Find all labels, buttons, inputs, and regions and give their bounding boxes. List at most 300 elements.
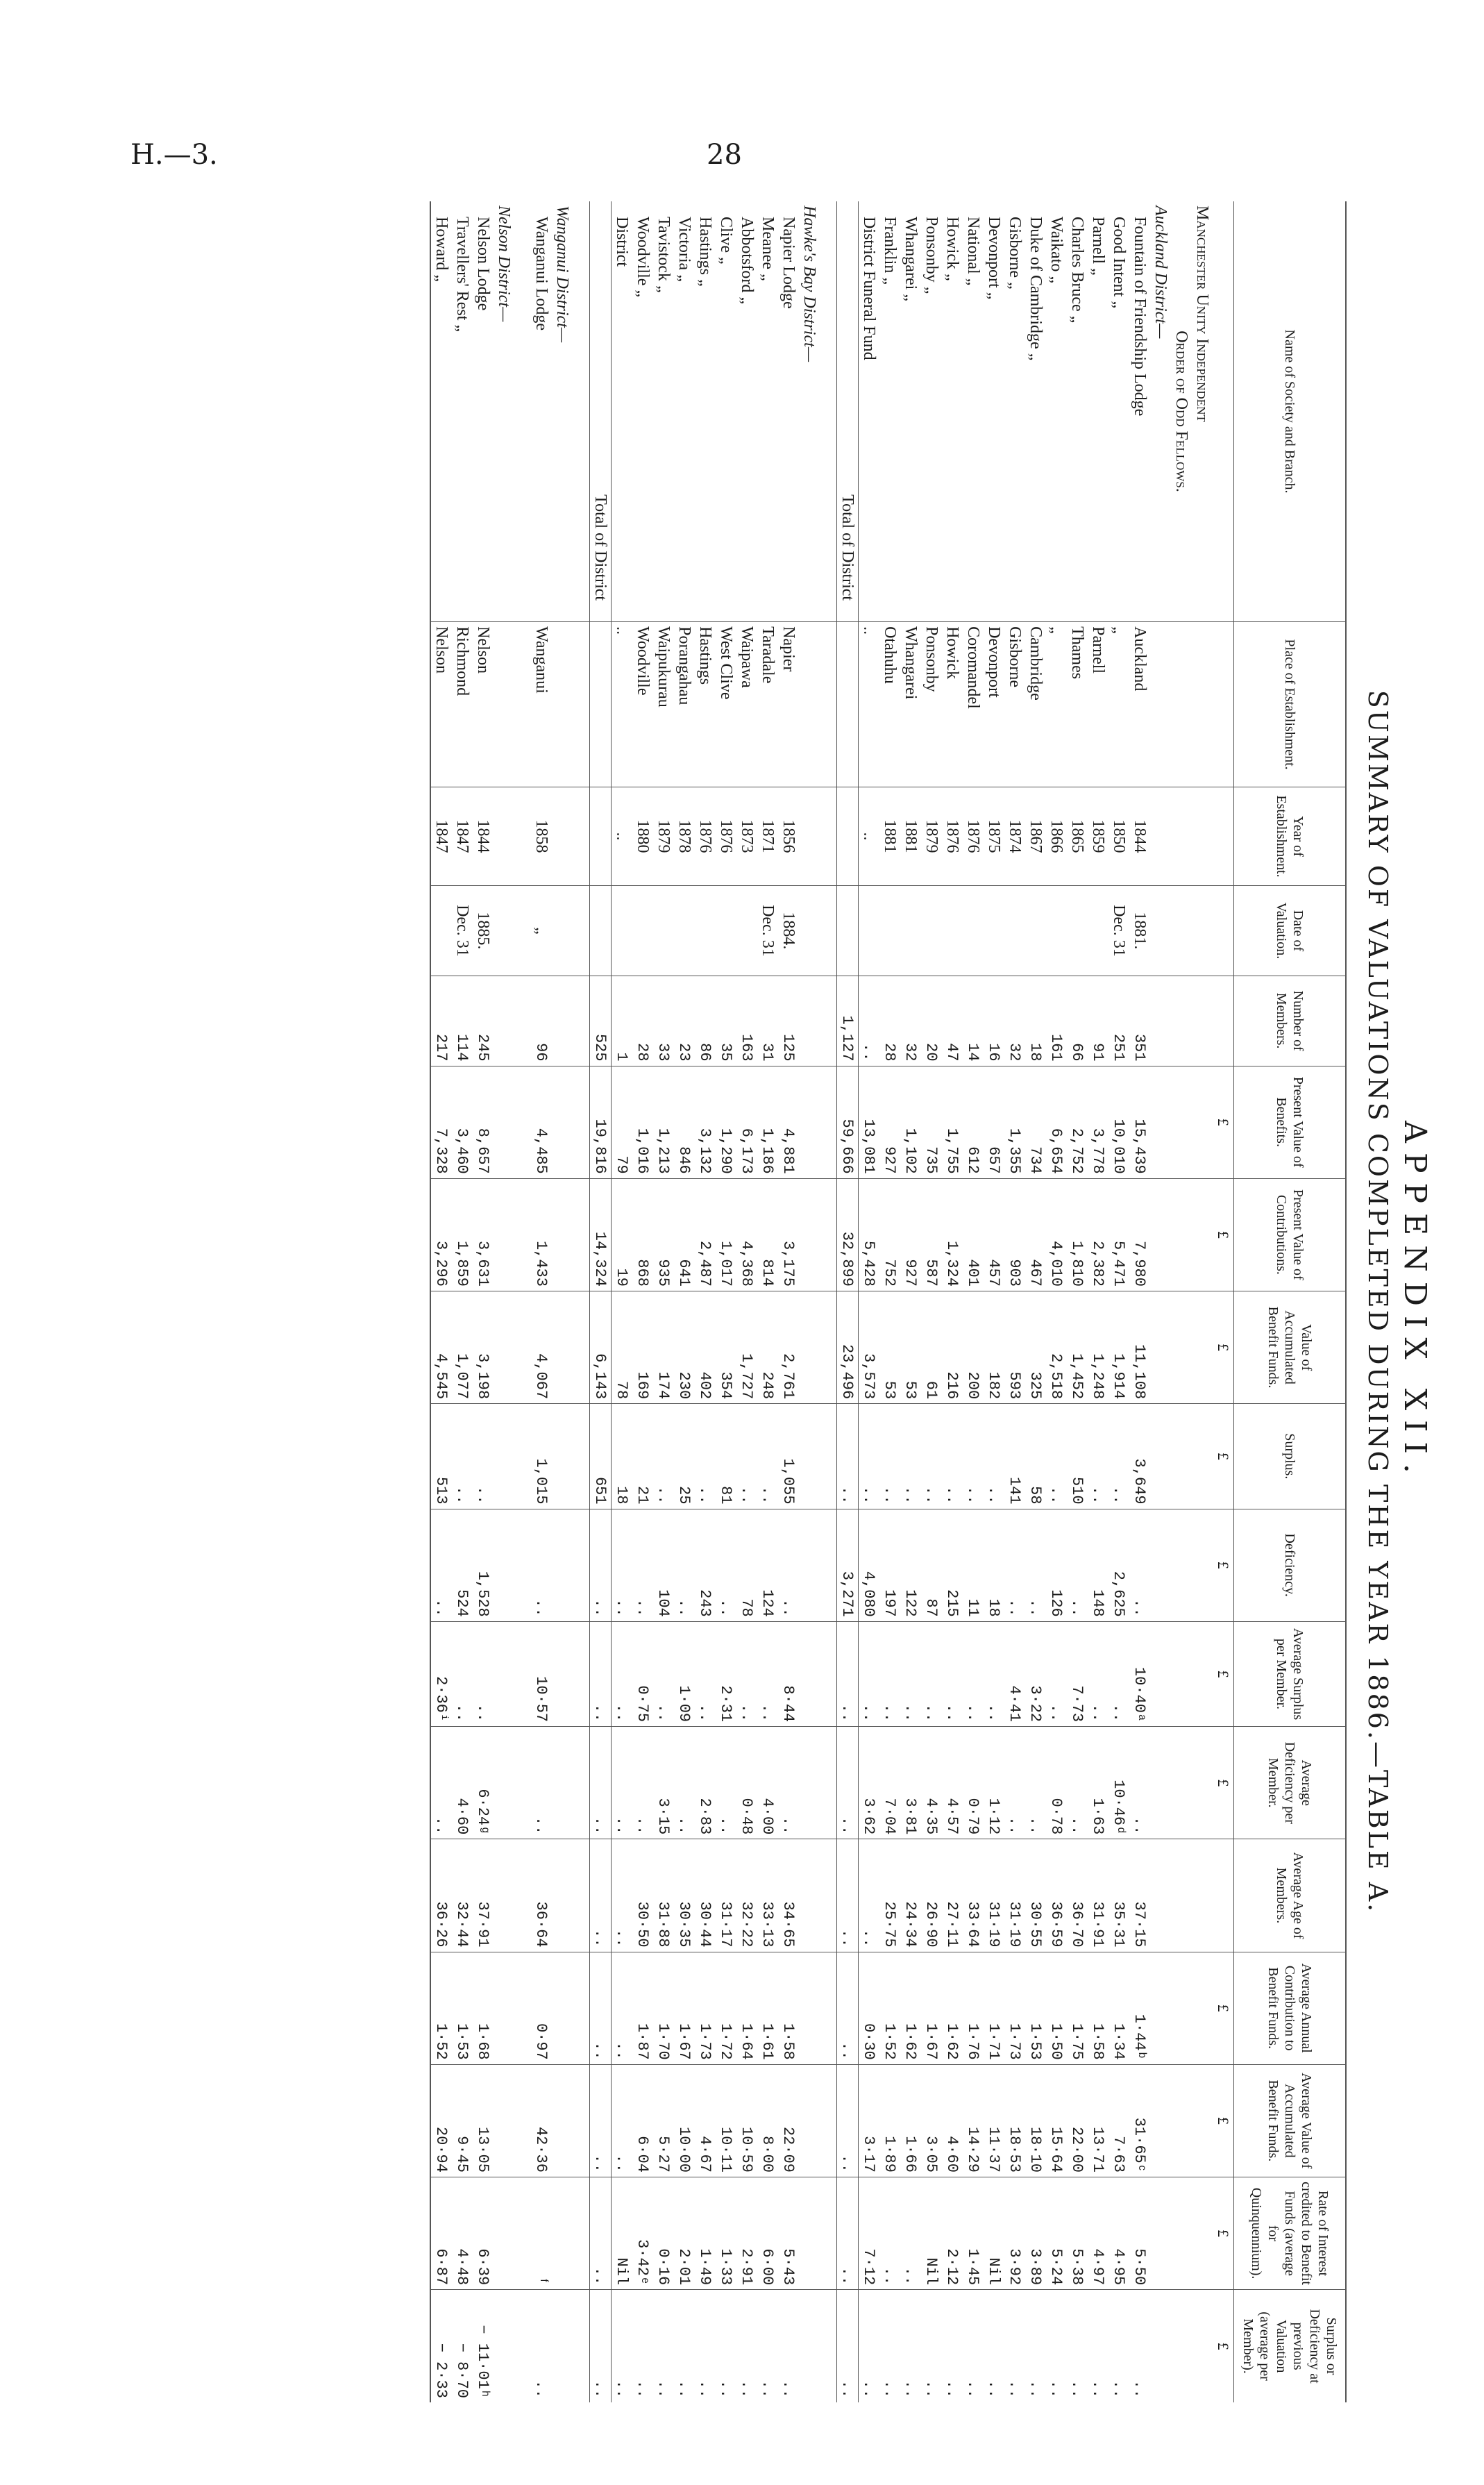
- table-cell: [799, 2064, 820, 2177]
- table-row: [736, 201, 757, 2402]
- table-cell: [799, 1727, 820, 1839]
- table-cell: 467: [1025, 1178, 1046, 1291]
- table-row: [674, 201, 695, 2402]
- table-cell: 7,328: [430, 1066, 452, 1178]
- table-cell: 1·58: [778, 1952, 799, 2064]
- table-cell: ..: [879, 2177, 900, 2289]
- table-cell: ..: [859, 1404, 880, 1509]
- table-cell: 163: [736, 976, 757, 1066]
- table-cell: ..: [837, 1727, 859, 1839]
- table-cell: [552, 2290, 573, 2402]
- table-cell: [820, 2064, 837, 2177]
- table-cell: 114: [452, 976, 473, 1066]
- table-cell: 197: [879, 1509, 900, 1621]
- table-cell: 28: [879, 976, 900, 1066]
- table-cell: 4·60: [452, 1727, 473, 1839]
- table-cell: 248: [757, 1291, 778, 1403]
- column-header: Average Age of Members.: [1234, 1839, 1347, 1952]
- place-cell: Thames: [1067, 622, 1088, 787]
- table-cell: 124: [757, 1509, 778, 1621]
- table-cell: ..: [653, 1404, 674, 1509]
- table-cell: 14·29: [963, 2064, 984, 2177]
- branch-name-cell: Manchester Unity Independent: [1192, 201, 1213, 622]
- table-cell: 1·45: [963, 2177, 984, 2289]
- table-cell: [1150, 1952, 1171, 2064]
- branch-name-cell: [573, 201, 590, 622]
- table-cell: ..: [613, 2379, 631, 2398]
- table-cell: 3,778: [1088, 1066, 1108, 1178]
- table-cell: 1866: [1046, 787, 1067, 886]
- table-cell: [514, 1727, 531, 1839]
- table-cell: 8·00: [757, 2064, 778, 2177]
- table-cell: 1: [612, 976, 633, 1066]
- branch-name-cell: Total of District: [590, 201, 612, 622]
- place-cell: [1171, 622, 1192, 787]
- table-cell: 10·57: [531, 1621, 552, 1726]
- table-cell: 5·24: [1046, 2177, 1067, 2289]
- table-cell: ..: [1089, 2379, 1107, 2398]
- place-cell: [573, 622, 590, 787]
- table-cell: ..: [452, 1404, 473, 1509]
- table-cell: 1847: [452, 787, 473, 886]
- table-cell: ..: [779, 2379, 798, 2398]
- table-cell: ..: [612, 1952, 633, 2064]
- table-cell: 25·75: [879, 1839, 900, 1952]
- table-cell: 4·48: [452, 2177, 473, 2289]
- table-cell: 1,433: [531, 1178, 552, 1291]
- branch-name-cell: Auckland District—: [1150, 201, 1171, 622]
- table-cell: [494, 1291, 514, 1403]
- table-cell: 4,485: [531, 1066, 552, 1178]
- table-cell: 36·64: [531, 1839, 552, 1952]
- table-cell: [799, 787, 820, 886]
- table-cell: 47: [942, 976, 963, 1066]
- table-cell: [799, 1839, 820, 1952]
- place-cell: Devonport: [984, 622, 1004, 787]
- table-row: [716, 201, 736, 2402]
- table-cell: 245: [473, 976, 494, 1066]
- table-cell: 3,271: [837, 1509, 859, 1621]
- table-cell: 1879: [921, 787, 942, 886]
- table-cell: ..: [632, 1509, 653, 1621]
- place-cell: „: [1046, 622, 1067, 787]
- table-cell: 32: [1004, 976, 1025, 1066]
- table-row: [430, 201, 452, 2402]
- table-cell: 846: [674, 1066, 695, 1178]
- table-cell: 2,761: [778, 1291, 799, 1403]
- table-cell: 1·66: [900, 2064, 921, 2177]
- table-cell: [1171, 2064, 1192, 2177]
- table-cell: [1192, 1727, 1213, 1839]
- table-cell: 1·68: [473, 1952, 494, 2064]
- table-cell: [514, 1839, 531, 1952]
- table-cell: 513: [430, 1404, 452, 1509]
- table-cell: 2·36ⁱ: [430, 1621, 452, 1726]
- table-cell: 1·89: [879, 2064, 900, 2177]
- place-cell: Parnell: [1088, 622, 1108, 787]
- table-cell: 169: [632, 1291, 653, 1403]
- table-cell: 510: [1067, 1404, 1088, 1509]
- table-cell: 1·67: [921, 1952, 942, 2064]
- table-row: [778, 201, 799, 2402]
- table-cell: ..: [674, 1727, 695, 1839]
- table-cell: 7·63: [1108, 2064, 1129, 2177]
- table-cell: [494, 1952, 514, 2064]
- place-cell: Waipukurau: [653, 622, 674, 787]
- table-cell: [653, 886, 674, 976]
- table-cell: 0·97: [531, 1952, 552, 2064]
- column-header: Number of Members.: [1234, 976, 1347, 1066]
- table-cell: ..: [859, 1621, 880, 1726]
- table-cell: 814: [757, 1178, 778, 1291]
- table-cell: [1192, 1952, 1213, 2064]
- table-cell: [799, 1621, 820, 1726]
- table-cell: [1171, 1066, 1192, 1178]
- branch-name-cell: Woodville „: [632, 201, 653, 622]
- table-cell: 14: [963, 976, 984, 1066]
- table-cell: [1088, 886, 1108, 976]
- table-cell: ..: [590, 1839, 612, 1952]
- place-cell: ..: [612, 622, 633, 787]
- table-cell: ..: [942, 1621, 963, 1726]
- table-cell: [552, 2064, 573, 2177]
- table-cell: 4,067: [531, 1291, 552, 1403]
- table-cell: 325: [1025, 1291, 1046, 1403]
- table-cell: ..: [590, 1727, 612, 1839]
- table-cell: ..: [860, 2379, 878, 2398]
- table-cell: [573, 1178, 590, 1291]
- table-cell: 18: [1025, 976, 1046, 1066]
- table-cell: [900, 886, 921, 976]
- table-cell: 457: [984, 1178, 1004, 1291]
- table-cell: ..: [921, 1621, 942, 1726]
- table-row: [1046, 201, 1067, 2402]
- branch-name-cell: Clive „: [716, 201, 736, 622]
- table-cell: ..: [655, 2379, 673, 2398]
- table-cell: [837, 787, 859, 886]
- table-cell: 10·46ᵈ: [1108, 1727, 1129, 1839]
- table-cell: 27·11: [942, 1839, 963, 1952]
- table-cell: 126: [1046, 1509, 1067, 1621]
- table-cell: ..: [612, 787, 633, 886]
- table-cell: ..: [696, 2379, 714, 2398]
- table-cell: [1192, 886, 1213, 976]
- table-cell: 1,914: [1108, 1291, 1129, 1403]
- table-cell: ..: [612, 1727, 633, 1839]
- table-cell: 28: [632, 976, 653, 1066]
- table-cell: 19: [612, 1178, 633, 1291]
- table-cell: [1192, 2064, 1213, 2177]
- table-cell: 3,631: [473, 1178, 494, 1291]
- table-cell: [552, 1727, 573, 1839]
- table-cell: [514, 1952, 531, 2064]
- table-cell: ..: [653, 1621, 674, 1726]
- table-cell: 0·75: [632, 1621, 653, 1726]
- table-cell: 61: [921, 1291, 942, 1403]
- place-cell: ..: [859, 622, 880, 787]
- branch-name-cell: Nelson Lodge: [473, 201, 494, 622]
- table-cell: ..: [984, 1621, 1004, 1726]
- table-cell: 1,810: [1067, 1178, 1088, 1291]
- table-cell: ..: [590, 2064, 612, 2177]
- table-cell: 1·50: [1046, 1952, 1067, 2064]
- table-cell: [1192, 1839, 1213, 1952]
- table-cell: [573, 976, 590, 1066]
- table-cell: 14,324: [590, 1178, 612, 1291]
- currency-cell: £: [1213, 1178, 1234, 1291]
- table-cell: 215: [942, 1509, 963, 1621]
- table-cell: [820, 1727, 837, 1839]
- table-row: [879, 201, 900, 2402]
- branch-name-cell: District: [612, 201, 633, 622]
- table-cell: [820, 1621, 837, 1726]
- table-row: [632, 201, 653, 2402]
- place-cell: Coromandel: [963, 622, 984, 787]
- branch-name-cell: [514, 201, 531, 622]
- place-cell: Wanganui: [531, 622, 552, 787]
- table-cell: [1171, 1509, 1192, 1621]
- table-cell: 2,487: [695, 1178, 716, 1291]
- table-cell: [963, 886, 984, 976]
- column-header: Name of Society and Branch.: [1234, 201, 1347, 622]
- table-cell: [552, 886, 573, 976]
- table-cell: − 8·70: [453, 2343, 471, 2398]
- table-cell: 4·67: [695, 2064, 716, 2177]
- table-cell: „: [531, 886, 552, 976]
- table-cell: ..: [612, 1621, 633, 1726]
- table-cell: 4·57: [942, 1727, 963, 1839]
- table-row: [942, 201, 963, 2402]
- place-cell: [590, 622, 612, 787]
- place-cell: Richmond: [452, 622, 473, 787]
- table-cell: 10,010: [1108, 1066, 1129, 1178]
- table-cell: 2·91: [736, 2177, 757, 2289]
- branch-name-cell: Napier Lodge: [778, 201, 799, 622]
- table-cell: 10·40ᵃ: [1129, 1621, 1150, 1726]
- table-cell: 53: [900, 1291, 921, 1403]
- table-cell: 1,528: [473, 1509, 494, 1621]
- table-cell: ..: [531, 1727, 552, 1839]
- table-body: [430, 201, 1234, 2402]
- table-cell: 1,055: [778, 1404, 799, 1509]
- table-cell: ..: [612, 1509, 633, 1621]
- table-cell: ..: [695, 1621, 716, 1726]
- table-cell: 16: [984, 976, 1004, 1066]
- table-cell: ..: [473, 1621, 494, 1726]
- table-cell: 1,859: [452, 1178, 473, 1291]
- table-cell: 1844: [473, 787, 494, 886]
- table-cell: [573, 1952, 590, 2064]
- table-cell: [430, 886, 452, 976]
- table-cell: 1·76: [963, 1952, 984, 2064]
- branch-name-cell: Abbotsford „: [736, 201, 757, 622]
- table-row: [859, 201, 880, 2402]
- table-cell: [820, 1291, 837, 1403]
- table-cell: 5·43: [778, 2177, 799, 2289]
- table-cell: [494, 787, 514, 886]
- table-cell: 32: [900, 976, 921, 1066]
- table-cell: 1,213: [653, 1066, 674, 1178]
- branch-name-cell: Hawke's Bay District—: [799, 201, 820, 622]
- table-row: [1129, 201, 1150, 2402]
- table-cell: ..: [859, 976, 880, 1066]
- place-cell: „: [1108, 622, 1129, 787]
- currency-cell: £: [1213, 2064, 1234, 2177]
- table-cell: 6,654: [1046, 1066, 1067, 1178]
- table-cell: 23,496: [837, 1291, 859, 1403]
- table-cell: [1171, 886, 1192, 976]
- table-cell: [1150, 1727, 1171, 1839]
- table-cell: − 11·01ʰ: [474, 2325, 492, 2398]
- table-cell: [1150, 1509, 1171, 1621]
- table-cell: 4,881: [778, 1066, 799, 1178]
- table-cell: 148: [1088, 1509, 1108, 1621]
- table-cell: 30·35: [674, 1839, 695, 1952]
- branch-name-cell: Parnell „: [1088, 201, 1108, 622]
- table-cell: 3·81: [900, 1727, 921, 1839]
- table-cell: 13·71: [1088, 2064, 1108, 2177]
- table-cell: 30·44: [695, 1839, 716, 1952]
- table-cell: ..: [1004, 1509, 1025, 1621]
- table-cell: ..: [612, 2064, 633, 2177]
- table-cell: 20·94: [430, 2064, 452, 2177]
- table-cell: ..: [759, 2379, 777, 2398]
- table-cell: 1·73: [1004, 1952, 1025, 2064]
- table-cell: [942, 886, 963, 976]
- currency-cell: [1213, 1839, 1234, 1952]
- table-cell: 200: [963, 1291, 984, 1403]
- table-row: [514, 201, 531, 2402]
- table-cell: ᶠ: [531, 2177, 552, 2289]
- table-cell: [494, 1066, 514, 1178]
- place-cell: Cambridge: [1025, 622, 1046, 787]
- table-cell: ..: [1131, 2379, 1149, 2398]
- branch-name-cell: Wanganui Lodge: [531, 201, 552, 622]
- table-cell: 1,017: [716, 1178, 736, 1291]
- currency-cell: [1213, 201, 1234, 622]
- table-cell: 31·19: [1004, 1839, 1025, 1952]
- table-cell: 1·64: [736, 1952, 757, 2064]
- table-cell: [612, 886, 633, 976]
- table-cell: [514, 1404, 531, 1509]
- branch-name-cell: Gisborne „: [1004, 201, 1025, 622]
- table-cell: 79: [612, 1066, 633, 1178]
- table-cell: ..: [1110, 2379, 1128, 2398]
- society-heading-row: [1171, 201, 1192, 2402]
- table-cell: [494, 1621, 514, 1726]
- column-header: Place of Establishment.: [1234, 622, 1347, 787]
- table-cell: 1876: [716, 787, 736, 886]
- table-cell: ..: [452, 1621, 473, 1726]
- table-cell: 66: [1067, 976, 1088, 1066]
- table-cell: 587: [921, 1178, 942, 1291]
- place-cell: Taradale: [757, 622, 778, 787]
- table-cell: 1·70: [653, 1952, 674, 2064]
- table-cell: ..: [1027, 2379, 1045, 2398]
- table-cell: 6·24ᵍ: [473, 1727, 494, 1839]
- column-header: Present Value of Contributions.: [1234, 1178, 1347, 1291]
- place-cell: Napier: [778, 622, 799, 787]
- table-cell: 32·22: [736, 1839, 757, 1952]
- table-cell: ..: [964, 2379, 982, 2398]
- table-cell: 81: [716, 1404, 736, 1509]
- table-cell: [799, 2177, 820, 2289]
- branch-name-cell: Wanganui District—: [552, 201, 573, 622]
- currency-cell: £: [1213, 2177, 1234, 2289]
- table-cell: 525: [590, 976, 612, 1066]
- table-cell: ..: [716, 1727, 736, 1839]
- table-cell: 2,518: [1046, 1291, 1067, 1403]
- table-cell: ..: [859, 787, 880, 886]
- table-cell: [514, 1509, 531, 1621]
- table-cell: [674, 886, 695, 976]
- table-cell: 161: [1046, 976, 1067, 1066]
- table-cell: [552, 1621, 573, 1726]
- table-cell: ..: [837, 2290, 859, 2402]
- table-cell: [1192, 2177, 1213, 2289]
- table-cell: [1150, 1404, 1171, 1509]
- table-cell: 4·97: [1088, 2177, 1108, 2289]
- branch-name-cell: Total of District: [837, 201, 859, 622]
- table-cell: [820, 1509, 837, 1621]
- table-cell: [573, 787, 590, 886]
- table-cell: 3,573: [859, 1291, 880, 1403]
- table-cell: [552, 976, 573, 1066]
- table-cell: 6·39: [473, 2177, 494, 2289]
- table-cell: [820, 1839, 837, 1952]
- table-cell: 4·35: [921, 1727, 942, 1839]
- table-cell: ..: [963, 1621, 984, 1726]
- district-heading-row: [494, 201, 514, 2402]
- branch-name-cell: Travellers' Rest „: [452, 201, 473, 622]
- table-cell: [695, 886, 716, 976]
- table-cell: [1150, 1839, 1171, 1952]
- table-cell: 4,545: [430, 1291, 452, 1403]
- table-cell: 1876: [963, 787, 984, 886]
- table-cell: ..: [778, 1727, 799, 1839]
- table-cell: 10·59: [736, 2064, 757, 2177]
- table-cell: 1885.: [473, 886, 494, 976]
- table-cell: 1,127: [837, 976, 859, 1066]
- table-cell: 3,460: [452, 1066, 473, 1178]
- left-header: H.—3.: [130, 139, 218, 171]
- table-cell: 20: [921, 976, 942, 1066]
- table-cell: [494, 2177, 514, 2289]
- table-cell: Dec. 31: [757, 886, 778, 976]
- branch-name-cell: Waikato „: [1046, 201, 1067, 622]
- table-cell: 24·34: [900, 1839, 921, 1952]
- branch-name-cell: Tavistock „: [653, 201, 674, 622]
- table-cell: 4,368: [736, 1178, 757, 1291]
- branch-name-cell: Ponsonby „: [921, 201, 942, 622]
- table-cell: 1844: [1129, 787, 1150, 886]
- place-cell: Otahuhu: [879, 622, 900, 787]
- currency-cell: £: [1213, 1291, 1234, 1403]
- table-cell: 734: [1025, 1066, 1046, 1178]
- table-cell: 1·53: [1025, 1952, 1046, 2064]
- table-cell: 0·30: [859, 1952, 880, 2064]
- table-cell: 182: [984, 1291, 1004, 1403]
- table-cell: [799, 1178, 820, 1291]
- table-row: [900, 201, 921, 2402]
- table-cell: 2·12: [942, 2177, 963, 2289]
- branch-name-cell: Fountain of Friendship Lodge: [1129, 201, 1150, 622]
- table-cell: 5,471: [1108, 1178, 1129, 1291]
- table-cell: 125: [778, 976, 799, 1066]
- table-cell: 1847: [430, 787, 452, 886]
- table-cell: ..: [1067, 1727, 1088, 1839]
- table-cell: 8,657: [473, 1066, 494, 1178]
